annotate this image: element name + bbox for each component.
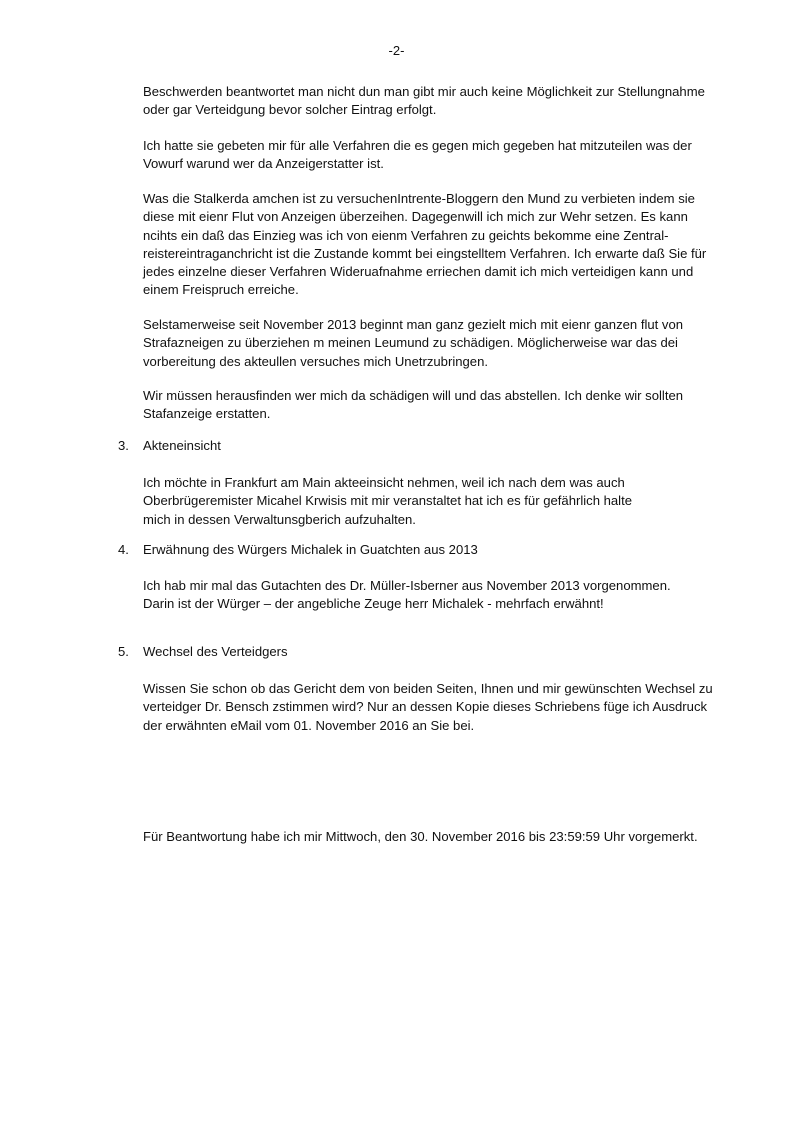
text-line: mich in dessen Verwaltunsgberich aufzuhalten.	[143, 511, 416, 527]
text-line: Beschwerden beantwortet man nicht dun man gibt mir auch keine Möglichkeit zur Stellungnahme	[143, 84, 705, 99]
section-heading-5	[118, 643, 288, 661]
text-line: Oberbrügeremister Micahel Krwisis mit mir veranstaltet hat ich es für gefährlich halte	[143, 493, 633, 509]
section-body-3	[143, 474, 743, 529]
section-number: 3.	[118, 438, 129, 453]
section-body-4	[143, 577, 743, 614]
paragraph-stalkers	[143, 190, 743, 300]
section-title: Wechsel des Verteidgers	[143, 644, 288, 659]
text-line: Ich möchte in Frankfurt am Main akteeinsicht nehmen, weil ich nach dem was auch	[143, 475, 625, 490]
section-body-5	[143, 680, 743, 735]
section-title: Akteneinsicht	[143, 438, 221, 453]
text-line: der erwähnten eMail vom 01. November 2016 an Sie bei.	[143, 717, 475, 733]
page-number: -2-	[388, 43, 405, 58]
text-line: Darin ist der Würger – der angebliche Zeuge herr Michalek - mehrfach erwähnt!	[143, 596, 604, 612]
paragraph-find-out	[143, 387, 743, 424]
text-line: Selstamerweise seit November 2013 beginnt man ganz gezielt mich mit eienr ganzen flut von	[143, 317, 684, 332]
text-line: oder gar Verteidgung bevor solcher Eintrag erfolgt.	[143, 102, 437, 118]
section-title: Erwähnung des Würgers Michalek in Guatchten aus 2013	[143, 542, 478, 557]
section-number: 4.	[118, 542, 129, 557]
paragraph-since-2013	[143, 316, 743, 371]
text-line: Wissen Sie schon ob das Gericht dem von beiden Seiten, Ihnen und mir gewünschten Wechsel zu	[143, 681, 713, 696]
text-line: ncihts ein daß das Einzieg was ich von eienm Verfahren zu geichts bekomme eine Zentral-	[143, 227, 669, 243]
section-heading-3	[118, 437, 221, 455]
closing-note: Für Beantwortung habe ich mir Mittwoch, den 30. November 2016 bis 23:59:59 Uhr vorgemerkt.	[143, 829, 698, 844]
section-heading-4	[118, 541, 478, 559]
text-line: reistereintraganchricht ist die Zustande kommt bei eingstelltem Verfahren. Ich erwarte daß Sie für	[143, 245, 707, 261]
text-line: jedes einzelne dieser Verfahren Wideruafnahme erriechen damit ich mich verteidigen kann und	[143, 264, 694, 280]
text-line: Ich hab mir mal das Gutachten des Dr. Müller-Isberner aus November 2013 vorgenommen.	[143, 578, 671, 593]
text-line: Vowurf warund wer da Anzeigerstatter ist.	[143, 156, 384, 172]
text-line: verteidger Dr. Bensch zstimmen wird? Nur an dessen Kopie dieses Schriebens füge ich Ausdruck	[143, 699, 708, 715]
paragraph-complaints	[143, 83, 743, 120]
text-line: einem Freispruch erreiche.	[143, 282, 299, 298]
paragraph-request-proceedings	[143, 137, 743, 174]
text-line: Wir müssen herausfinden wer mich da schädigen will und das abstellen. Ich denke wir sollten	[143, 388, 684, 403]
section-number: 5.	[118, 644, 129, 659]
text-line: vorbereitung des akteullen versuches mich Unetrzubringen.	[143, 353, 488, 369]
text-line: Strafazneigen zu überziehen m meinen Leumund zu schädigen. Möglicherweise war das dei	[143, 335, 678, 351]
text-line: diese mit eienr Flut von Anzeigen überzeihen. Dagegenwill ich mich zur Wehr setzen. Es kann	[143, 209, 688, 225]
text-line: Ich hatte sie gebeten mir für alle Verfahren die es gegen mich gegeben hat mitzuteilen was der	[143, 138, 692, 153]
text-line: Was die Stalkerda amchen ist zu versuchenIntrente-Bloggern den Mund zu verbieten indem sie	[143, 191, 695, 206]
text-line: Stafanzeige erstatten.	[143, 406, 271, 422]
